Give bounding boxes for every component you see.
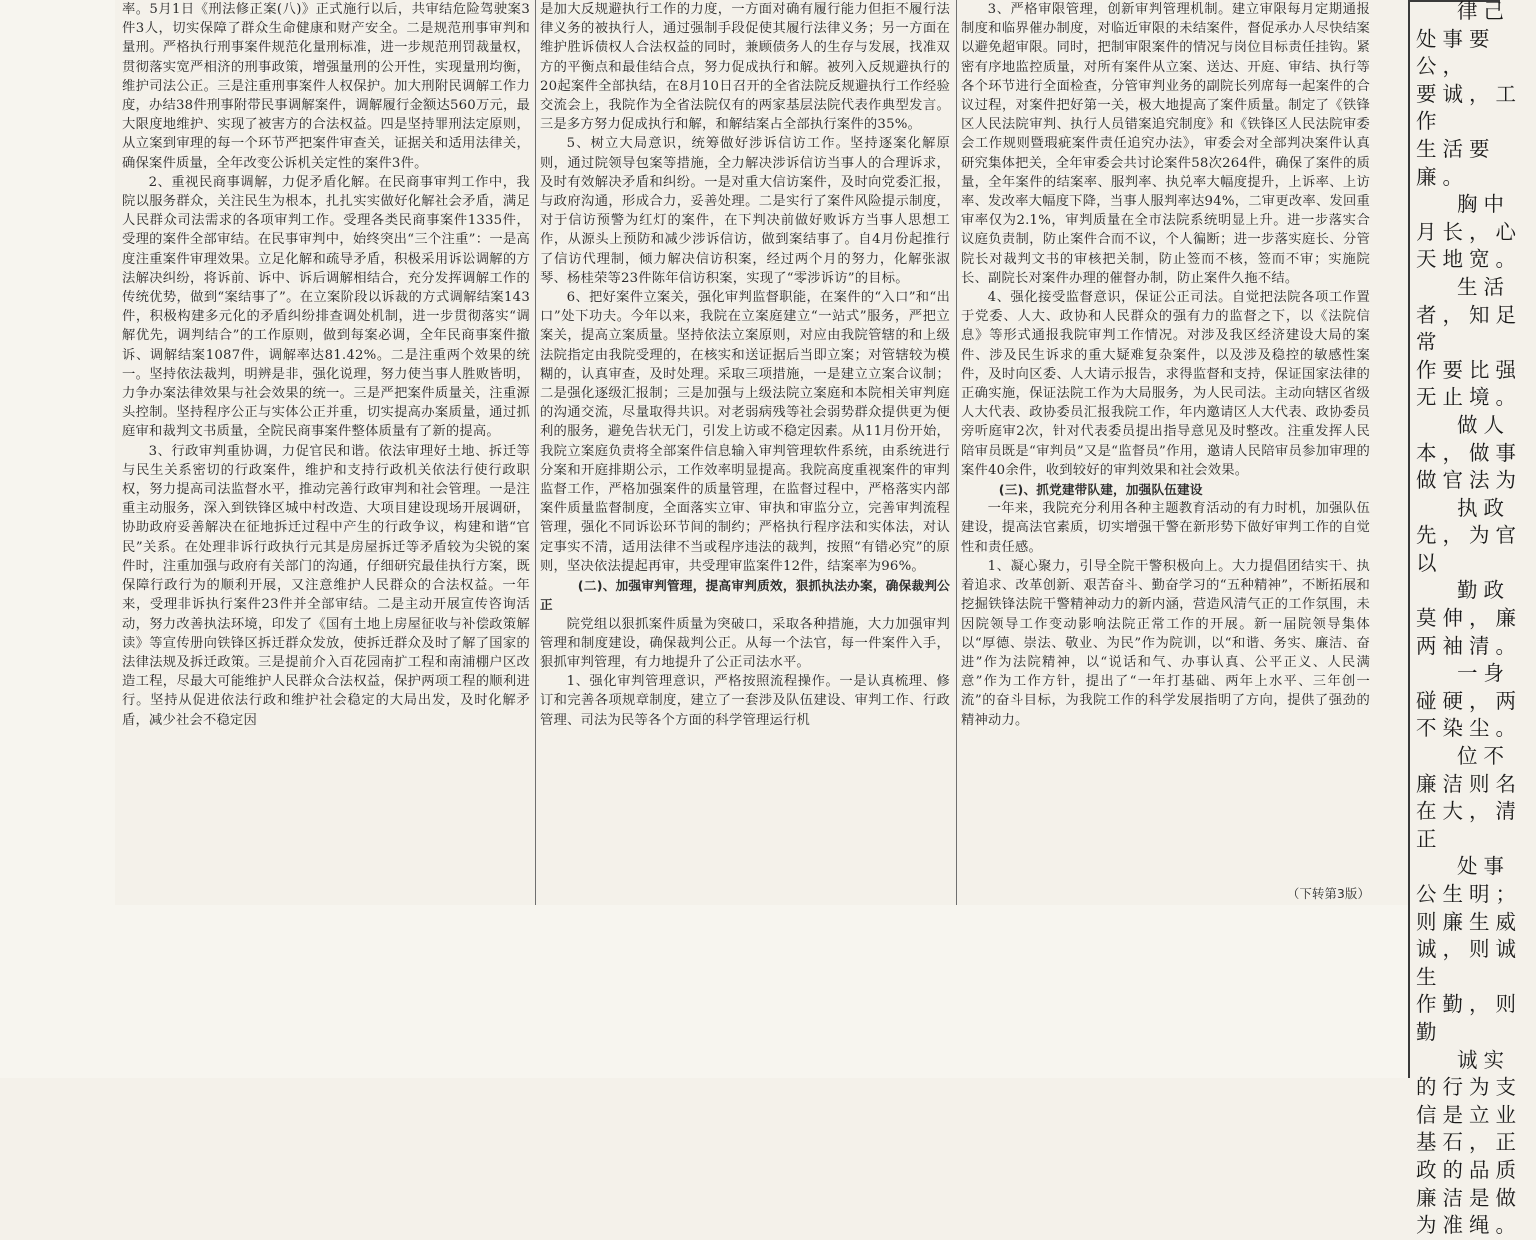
sidebar-line: 要诚，工作 bbox=[1416, 81, 1522, 134]
col2-paragraph-6: 1、强化审判管理意识，严格按照流程操作。一是认真梳理、修订和完善各项规章制度，建立了一套涉及队伍建设、审判工作、行政管理、司法为民等各个方面的科学管理运行机 bbox=[540, 674, 950, 728]
sidebar-line: 的行为支 bbox=[1416, 1075, 1522, 1100]
sidebar-line: 在大，清正 bbox=[1416, 799, 1522, 851]
sidebar-line: 无止境。 bbox=[1416, 385, 1522, 410]
sidebar-line: 莫伸，廉 bbox=[1416, 606, 1522, 631]
col3-paragraph-4: 一年来，我院充分利用各种主题教育活动的有力时机，加强队伍建设，提高法官素质，切实增强干警在新形势下做好审判工作的自觉性和责任感。 bbox=[961, 501, 1370, 555]
sidebar-line: 生活 bbox=[1457, 274, 1510, 299]
col3-paragraph-1: 3、严格审限管理，创新审判管理机制。建立审限每月定期通报制度和临界催办制度，对临近审限的未结案件，督促承办人尽快结案以避免超审限。同时，把制审限案件的情况与岗位目标责任挂钩。紧密有序地监控质量，对所有案件从立案、送达、开庭、审结、执行等各个环节进行全面检查，分管审判业务的副院长列席每一起案件的合议过程，对案件把好第一关，极大地提高了案件质量。制定了《铁锋区人民法院审判、执行人员错案追究制度》和《铁锋区人民法院审委会工作规则暨瑕疵案件责任追究办法》，审委会对全部判决案件认真研究集体把关，全年审委会共讨论案件58次264件，确保了案件的质量，全年案件的结案率、服判率、执兑率大幅度提升，上诉率、上访率、发改率大幅度下降，当事人服判率达94%，二审更改率、发回重审率仅为2.1%，审判质量在全市法院系统明显上升。进一步落实合议庭负责制，防止案件合而不议，个人徧断；进一步落实庭长、分管院长对裁判文书的审核把关制，防止签而不核，签而不审；实施院长、副院长对案件办理的催督办制，防止案件久拖不结。 bbox=[961, 2, 1370, 286]
sidebar-line: 执政 bbox=[1457, 495, 1510, 520]
sidebar-line: 为准绳。 bbox=[1416, 1213, 1522, 1238]
sidebar-line: 信是立业 bbox=[1416, 1102, 1522, 1127]
sidebar-line: 天地宽。 bbox=[1416, 247, 1522, 272]
sidebar-line: 一身 bbox=[1457, 661, 1510, 686]
sidebar-line: 基石，正 bbox=[1416, 1130, 1522, 1155]
sidebar-line: 则廉生威 bbox=[1416, 909, 1522, 934]
sidebar-line: 作要比强 bbox=[1416, 357, 1522, 382]
col2-paragraph-2: 5、树立大局意识，统筹做好涉诉信访工作。坚持逐案化解原则，通过院领导包案等措施，全力解决涉诉信访当事人的合理诉求，及时有效解决矛盾和纠纷。一是对重大信访案件，及时向党委汇报，与政府沟通，形成合力，妥善处理。二是实行了案件风险提示制度，对于信访预警为红灯的案件，在下判决前做好败诉方当事人思想工作，从源头上预防和减少涉诉信访，做到案结事了。自4月份起推行了信访代理制，倾力解决信访积案，经过两个月的努力，化解张淑琴、杨桂荣等23件陈年信访积案，实现了“零涉诉访”的目标。 bbox=[540, 136, 950, 286]
integrity-sidebar-box bbox=[1408, 0, 1522, 1238]
col2-section-heading: (二)、加强审判管理，提高审判质效，狠抓执法办案，确保裁判公正 bbox=[540, 578, 950, 613]
col2-paragraph-3: 6、把好案件立案关，强化审判监督职能，在案件的“入口”和“出口”处下功夫。今年以来，我院在立案庭建立“一站式”服务，严把立案关，提高立案质量。坚持依法立案原则，对应由我院管辖的和上级法院指定由我院受理的，在核实和送证据后当即立案；对管辖较为模糊的，认真审查，及时处理。采取三项措施，一是建立立案合议制；二是强化逐级汇报制；三是加强与上级法院立案庭和本院相关审判庭的沟通交流，尽量取得共识。对老弱病残等社会弱势群众提供更为便利的服务，避免告状无门，引发上访或不稳定因素。从11月份开始，我院立案庭负责将全部案件信息输入审判管理软件系统，由系统进行分案和开庭排期公示，工作效率明显提高。我院高度重视案件的审判监督工作，严格加强案件的质量管理，在监督过程中，严格落实内部案件质量监督制度，全面落实立审、审执和审监分立，完善审判流程管理，强化不同诉讼环节间的制约；严格执行程序法和实体法，对认定事实不清，适用法律不当或程序违法的裁判，按照“有错必究”的原则，坚决依法提起再审，共受理审监案件12件，结案率为96%。 bbox=[540, 290, 950, 574]
col3-paragraph-5: 1、凝心聚力，引导全院干警积极向上。大力提倡团结实干、执着追求、改革创新、艰苦奋斗、勤奋学习的“五种精神”，不断拓展和挖掘铁锋法院干警精神动力的新内涵，营造风清气正的工作氛围，未因院领导工作变动影响法院正常工作的开展。新一届院领导集体以“厚德、崇法、敬业、为民”作为院训，以“和谐、务实、廉洁、奋进”作为法院精神，以“说话和气、办事认真、公平正义、人民满意”作为工作方针，提出了“一年打基础、两年上水平、三年创一流”的奋斗目标，为我院工作的科学发展指明了方向，提供了强劲的精神动力。 bbox=[961, 558, 1370, 728]
continued-on-page-note: （下转第3版） bbox=[1286, 886, 1370, 901]
sidebar-line: 月长，心 bbox=[1416, 219, 1522, 244]
sidebar-line: 胸中 bbox=[1457, 192, 1510, 217]
sidebar-line: 处事要公， bbox=[1416, 26, 1496, 79]
col2-paragraph-5: 院党组以狠抓案件质量为突破口，采取各种措施，大力加强审判管理和制度建设，确保裁判公正。从每一个法官，每一件案件入手，狠抓审判管理，有力地提升了公正司法水平。 bbox=[540, 616, 950, 670]
sidebar-line: 政的品质 bbox=[1416, 1157, 1522, 1182]
sidebar-text bbox=[1416, 0, 1536, 1240]
col3-section-heading: (三)、抓党建带队建，加强队伍建设 bbox=[998, 482, 1203, 498]
sidebar-line: 位不 bbox=[1457, 744, 1510, 769]
col1-paragraph-3: 3、行政审判重协调，力促官民和谐。依法审理好土地、拆迁等与民生关系密切的行政案件，维护和支持行政机关依法行使行政职权，努力提高司法监督水平，推动完善行政审判和社会管理。一是注重主动服务，深入到铁锋区城中村改造、大项目建设现场开展调研，协助政府妥善解决在征地拆迁过程中产生的行政争议，构建和谐“官民”关系。在处理非诉行政执行元其是房屋拆迁等矛盾较为尖锐的案件时，注重加强与政府有关部门的沟通，仔细研究最佳执行方案，既保障行政行为的顺利开展，又注意维护人民群众的合法权益。一年来，受理非诉执行案件23件并全部审结。二是主动开展宣传咨询活动，努力改善执法环境，印发了《国有土地上房屋征收与补偿政策解读》等宣传册向铁锋区拆迁群众发放，使拆迁群众及时了解了国家的法律法规及拆迁政策。三是提前介入百花园南扩工程和南浦棚户区改造工程，尽最大可能维护人民群众合法权益，保护两项工程的顺利进行。坚持从促进依法行政和维护社会稳定的大局出发，及时化解矛盾，减少社会不稳定因 bbox=[122, 443, 530, 728]
sidebar-line: 碰硬，两 bbox=[1416, 688, 1522, 713]
sidebar-line: 做官法为 bbox=[1416, 468, 1522, 493]
sidebar-line: 处事 bbox=[1457, 854, 1510, 879]
sidebar-line: 做人 bbox=[1457, 412, 1510, 437]
sidebar-line: 先，为官以 bbox=[1416, 523, 1522, 575]
col1-paragraph-1: 率。5月1日《刑法修正案(八)》正式施行以后，共审结危险驾驶案3件3人，切实保障了群众生命健康和财产安全。二是规范刑事审判和量刑。严格执行刑事案件规范化量刑标准，进一步规范刑罚裁量权，贯彻落实宽严相济的刑事政策，增强量刑的公开性，实现量刑均衡，维护司法公正。三是注重刑事案件人权保护。加大刑附民调解工作力度，办结38件刑事附带民事调解案件，调解履行金额达560万元，最大限度地维护、实现了被害方的合法权益。四是坚持罪刑法定原则，从立案到审理的每一个环节严把案件审查关，证据关和适用法律关，确保案件质量，全年改变公诉机关定性的案件3件。 bbox=[122, 2, 530, 171]
col1-paragraph-2: 2、重视民商事调解，力促矛盾化解。在民商事审判工作中，我院以服务群众，关注民生为根本，扎扎实实做好化解社会矛盾，满足人民群众司法需求的各项审判工作。受理各类民商事案件1335件，受理的案件全部审结。在民事审判中，始终突出“三个注重”：一是高度注重案件审理效果。立足化解和疏导矛盾，积极采用诉讼调解的方法解决纠纷，将诉前、诉中、诉后调解相结合，充分发挥调解工作的传统优势，做到“案结事了”。在立案阶段以诉裁的方式调解结案143件，积极构建多元化的矛盾纠纷排查调处机制，进一步贯彻落实“调解优先，调判结合”的工作原则，做到每案必调，全年民商事案件撤诉、调解结案1087件，调解率达81.42%。二是注重两个效果的统一。坚持依法裁判，明辨是非，强化说理，努力使当事人胜败皆明，力争办案法律效果与社会效果的统一。三是严把案件质量关，注重源头控制。坚持程序公正与实体公正并重，切实提高办案质量，通过抓庭审和裁判文书质量，全院民商事案件整体质量有了新的提高。 bbox=[122, 174, 530, 440]
sidebar-line: 诚实 bbox=[1457, 1047, 1510, 1072]
sidebar-line: 诚，则诚生 bbox=[1416, 937, 1522, 989]
sidebar-line: 生活要廉。 bbox=[1416, 136, 1496, 189]
sidebar-line: 不染尘。 bbox=[1416, 716, 1522, 741]
bottom-blank-area bbox=[115, 905, 1408, 1078]
sidebar-line: 公生明； bbox=[1416, 882, 1522, 906]
sidebar-line: 廉洁是做 bbox=[1416, 1185, 1522, 1210]
sidebar-line: 律己 bbox=[1457, 0, 1510, 23]
sidebar-line: 廉洁则名 bbox=[1416, 771, 1522, 796]
sidebar-line: 本，做事 bbox=[1416, 440, 1522, 465]
sidebar-line: 两袖清。 bbox=[1416, 633, 1522, 658]
left-blank-margin bbox=[0, 0, 115, 1078]
col2-paragraph-1: 是加大反规避执行工作的力度，一方面对确有履行能力但拒不履行法律义务的被执行人，通过强制手段促使其履行法律义务；另一方面在维护胜诉债权人合法权益的同时，兼顾债务人的生存与发展，找准双方的平衡点和最佳结合点，努力促成执行和解。被列入反规避执行的20起案件全部执结，在8月10日召开的全省法院反规避执行工作经验交流会上，我院作为全省法院仅有的两家基层法院代表作典型发言。三是多方努力促成执行和解，和解结案占全部执行案件的35%。 bbox=[540, 2, 950, 133]
sidebar-line: 作勤，则勤 bbox=[1416, 992, 1522, 1044]
col3-paragraph-2: 4、强化接受监督意识，保证公正司法。自觉把法院各项工作置于党委、人大、政协和人民群众的强有力的监督之下，以《法院信息》等形式通报我院审判工作情况。对涉及我区经济建设大局的案件、涉及民生诉求的重大疑难复杂案件，以及涉及稳控的敏感性案件，及时向区委、人大请示报告，求得监督和支持，保证国家法律的正确实施，保证法院工作为大局服务，为人民司法。主动向辖区省级人大代表、政协委员汇报我院工作，年内邀请区人大代表、政协委员旁听庭审2次，针对代表委员提出指导意见及时整改。注重发挥人民陪审员既是“审判员”又是“监督员”作用，邀请人民陪审员参加审理的案件40余件，收到较好的审判效果和社会效果。 bbox=[961, 290, 1370, 478]
sidebar-line: 者，知足常 bbox=[1416, 302, 1522, 355]
sidebar-line: 勤政 bbox=[1457, 578, 1510, 603]
